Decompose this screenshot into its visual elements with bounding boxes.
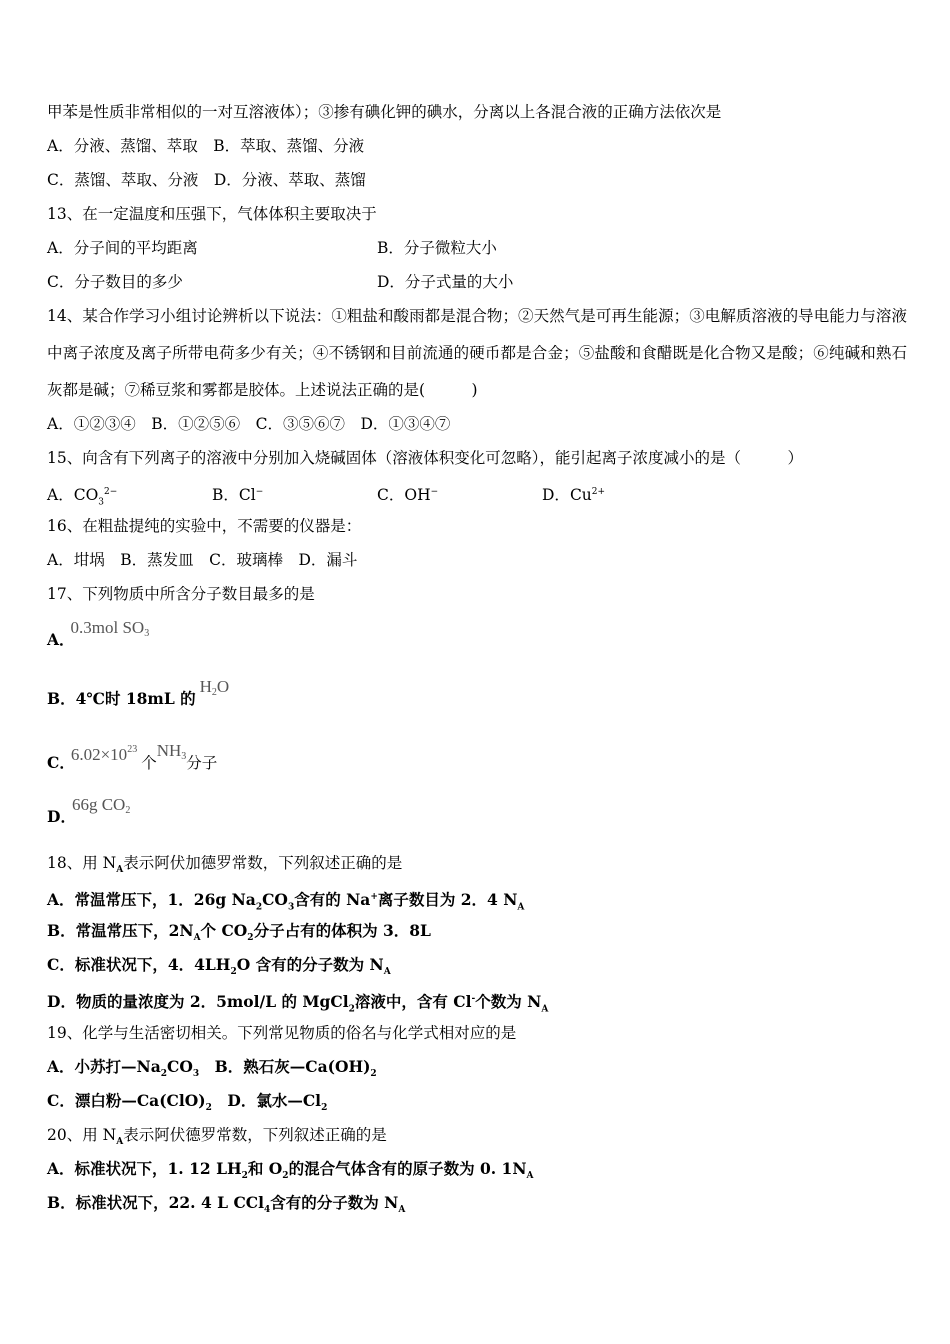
q13-options-row1 xyxy=(47,238,647,258)
q18-option-d: D．物质的量浓度为 2．5mol/L 的 MgCl$_2$溶液中，含有 Cl-个数为 $N_A$ xyxy=(47,992,549,1015)
q17-option-d: D．66g CO2 xyxy=(47,795,131,826)
q13-option-d: D．分子式量的大小 xyxy=(377,273,514,291)
q16-options: A．坩埚 B．蒸发皿 C．玻璃棒 D．漏斗 xyxy=(47,551,358,569)
q13-option-b: B．分子微粒大小 xyxy=(377,239,497,257)
q19-options-ab: A．小苏打$—Na_2CO_3$ B．熟石灰$—Ca(OH)_2$ xyxy=(47,1057,377,1080)
q15-option-c: C．OH− xyxy=(377,486,439,505)
q15-option-b: B．Cl− xyxy=(212,486,264,505)
q19-stem: 19、化学与生活密切相关。下列常见物质的俗名与化学式相对应的是 xyxy=(47,1024,517,1042)
q18-option-c: C．标准状况下，4．$4LH_2O$ 含有的分子数为 $N_A$ xyxy=(47,955,391,978)
q18-option-b: B．常温常压下，$2N_A$个 $CO_2$分子占有的体积为 3．8L xyxy=(47,921,431,944)
q18-option-a: A．常温常压下，1．26g $Na_2CO_3$含有的 Na+离子数目为 2．4 $N_A$ xyxy=(47,890,525,913)
q15-stem: 15、向含有下列离子的溶液中分别加入烧碱固体（溶液体积变化可忽略），能引起离子浓度减小的是（ ） xyxy=(47,449,803,467)
q20-stem: 20、用 $N_A$表示阿伏德罗常数，下列叙述正确的是 xyxy=(47,1126,387,1148)
q19-options-cd: C．漂白粉$—Ca(ClO)_2$ D．氯水$—Cl_2$ xyxy=(47,1091,328,1114)
q14-options: A．①②③④ B．①②⑤⑥ C．③⑤⑥⑦ D．①③④⑦ xyxy=(47,415,451,433)
q17-option-c: C．$6.02\times 10^{23}$个NH3分子 xyxy=(47,741,218,772)
q14-stem: 14、某合作学习小组讨论辨析以下说法：①粗盐和酸雨都是混合物；②天然气是可再生能源；③电解质溶液的导电能力与溶液中离子浓度及离子所带电荷多少有关；④不锈钢和目前流通的硬币都是合金；⑤盐酸和食醋既是化合物又是酸；⑥纯碱和熟石灰都是碱；⑦稀豆浆和雾都是胶体。上述说法正确的是( ) xyxy=(47,307,907,399)
q13-stem: 13、在一定温度和压强下，气体体积主要取决于 xyxy=(47,205,377,223)
q13-option-c: C．分子数目的多少 xyxy=(47,273,183,291)
q20-option-b: B．标准状况下，22. 4 L CCl$_4$含有的分子数为 $N_A$ xyxy=(47,1193,406,1216)
q15-option-d: D．$Cu^{2+}$ xyxy=(542,486,606,505)
q13-options-row2 xyxy=(47,272,647,292)
q20-option-a: A．标准状况下，1. 12 $LH_2$和 $O_2$的混合气体含有的原子数为 0. $1N_A$ xyxy=(47,1159,534,1182)
q12-options-ab: A．分液、蒸馏、萃取 B．萃取、蒸馏、分液 xyxy=(47,137,365,155)
q18-stem: 18、用 $N_A$表示阿伏加德罗常数，下列叙述正确的是 xyxy=(47,854,403,876)
q17-option-b: B．4℃时 18mL 的H2O xyxy=(47,677,230,708)
q17-option-a: A．0.3mol SO3 xyxy=(47,618,150,649)
q13-option-a: A．分子间的平均距离 xyxy=(47,239,198,257)
q17-stem: 17、下列物质中所含分子数目最多的是 xyxy=(47,585,315,603)
q15-option-a: A．$CO_3^{2-}$ xyxy=(47,486,118,508)
q12-options-cd: C．蒸馏、萃取、分液 D．分液、萃取、蒸馏 xyxy=(47,171,366,189)
q12-continuation: 甲苯是性质非常相似的一对互溶液体）；③掺有碘化钾的碘水，分离以上各混合液的正确方法依次是 xyxy=(47,103,722,121)
q16-stem: 16、在粗盐提纯的实验中，不需要的仪器是： xyxy=(47,517,362,535)
